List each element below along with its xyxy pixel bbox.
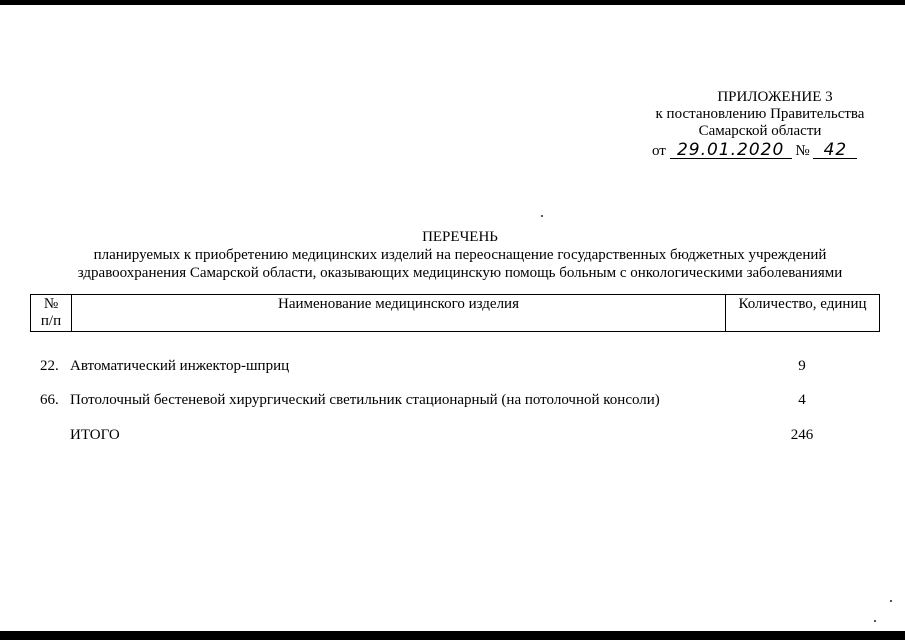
document-heading [40, 228, 880, 282]
handwritten-date: 29.01.2020 [670, 142, 792, 159]
appendix-resolution-line: к постановлению Правительства [655, 106, 865, 122]
row-quantity: 9 [798, 358, 806, 374]
scan-bottom-border [0, 631, 905, 640]
column-header-name: Наименование медицинского изделия [72, 295, 726, 332]
column-number-abbr: п/п [40, 313, 62, 329]
scan-speck [890, 600, 892, 602]
row-item-name: Потолочный бестеневой хирургический светильник стационарный (на потолочной консоли) [70, 392, 660, 408]
items-table-header [30, 294, 880, 332]
scan-speck [541, 215, 543, 217]
heading-title: ПЕРЕЧЕНЬ [422, 229, 498, 245]
table-header-row [31, 295, 880, 332]
column-header-quantity: Количество, единиц [726, 295, 880, 332]
column-header-number [31, 295, 72, 332]
heading-line-1: планируемых к приобретению медицинских изделий на переоснащение государственных бюджетных учреждений [93, 247, 827, 263]
heading-line-2: здравоохранения Самарской области, оказывающих медицинскую помощь больным с онкологическими заболеваниями [77, 265, 843, 281]
scan-top-border [0, 0, 905, 5]
column-number-symbol: № [43, 296, 59, 312]
appendix-title: ПРИЛОЖЕНИЕ 3 [717, 89, 833, 105]
table-row [30, 357, 880, 375]
scan-speck [874, 620, 876, 622]
row-number: 22. [40, 358, 59, 374]
handwritten-number: 42 [813, 142, 857, 159]
appendix-region-line: Самарской области [698, 123, 822, 139]
table-row [30, 391, 880, 409]
row-item-name: Автоматический инжектор-шприц [70, 358, 290, 374]
row-number: 66. [40, 392, 59, 408]
appendix-block [640, 89, 870, 160]
appendix-date-row [640, 142, 870, 160]
total-row [30, 426, 880, 444]
total-quantity: 246 [790, 427, 814, 443]
date-prefix: от [652, 143, 666, 159]
number-prefix: № [795, 143, 810, 159]
total-label: ИТОГО [70, 427, 120, 443]
row-quantity: 4 [798, 392, 806, 408]
